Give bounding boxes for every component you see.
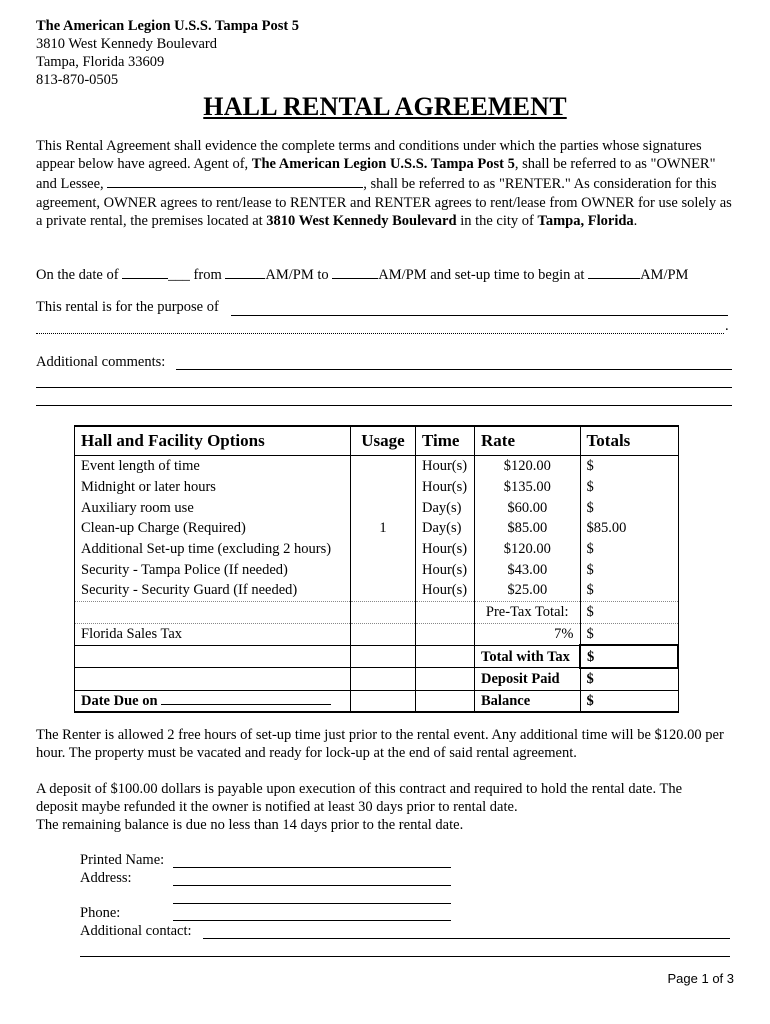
option-name: Midnight or later hours xyxy=(75,477,351,498)
header-time: Time xyxy=(416,426,475,456)
option-name: Auxiliary room use xyxy=(75,497,351,518)
empty-cell xyxy=(75,601,351,623)
header-totals: Totals xyxy=(580,426,678,456)
empty-cell xyxy=(75,645,351,668)
table-header-row xyxy=(75,426,679,456)
time-unit: Day(s) xyxy=(416,497,475,518)
rate-cell: $43.00 xyxy=(475,559,581,580)
ampm-to-label: AM/PM to xyxy=(265,267,329,283)
intro-text-1: This Rental Agreement shall evidence the complete terms and conditions under which the parties whose signatures appear below have agreed. Agent of, xyxy=(36,138,702,173)
lessee-name-field[interactable] xyxy=(107,173,363,188)
balance-value[interactable]: $ xyxy=(580,690,678,712)
rate-cell: $135.00 xyxy=(475,477,581,498)
deposit-value[interactable]: $ xyxy=(580,668,678,690)
rate-cell: $120.00 xyxy=(475,456,581,477)
balance-label: Balance xyxy=(475,690,581,712)
option-name: Security - Security Guard (If needed) xyxy=(75,580,351,601)
purpose-period: . xyxy=(725,318,729,334)
total-with-tax-value[interactable]: $ xyxy=(580,645,678,668)
empty-cell xyxy=(416,623,475,645)
deposit-label: Deposit Paid xyxy=(475,668,581,690)
total-cell[interactable]: $85.00 xyxy=(580,518,678,539)
rate-cell: $85.00 xyxy=(475,518,581,539)
table-row xyxy=(75,559,679,580)
printed-name-field[interactable] xyxy=(173,867,451,868)
total-with-tax-label: Total with Tax xyxy=(475,645,581,668)
page-number: Page 1 of 3 xyxy=(667,971,734,986)
empty-cell xyxy=(351,690,416,712)
date-from-label: ___ from xyxy=(168,267,222,283)
time-unit: Hour(s) xyxy=(416,477,475,498)
tax-rate: 7% xyxy=(475,623,581,645)
usage-cell[interactable]: 1 xyxy=(351,518,416,539)
option-name: Clean-up Charge (Required) xyxy=(75,518,351,539)
page-title: HALL RENTAL AGREEMENT xyxy=(203,92,567,121)
intro-owner-name: The American Legion U.S.S. Tampa Post 5 xyxy=(251,156,515,173)
org-phone: 813-870-0505 xyxy=(36,72,119,88)
address-label: Address: xyxy=(80,870,132,886)
time-unit: Hour(s) xyxy=(416,559,475,580)
header-usage: Usage xyxy=(351,426,416,456)
phone-label: Phone: xyxy=(80,905,121,921)
deposit-terms: A deposit of $100.00 dollars is payable upon execution of this contract and required to hold the rental date. The deposit maybe refunded it the owner is notified at least 30 days prior to rental date. xyxy=(36,781,683,816)
pretax-total[interactable]: $ xyxy=(580,601,678,623)
rate-cell: $25.00 xyxy=(475,580,581,601)
date-field[interactable] xyxy=(122,264,168,279)
table-row xyxy=(75,539,679,560)
date-line xyxy=(36,264,688,284)
pretax-row xyxy=(75,601,679,623)
tax-row xyxy=(75,623,679,645)
letterhead xyxy=(36,17,299,89)
balance-terms: The remaining balance is due no less than 14 days prior to the rental date. xyxy=(36,817,464,833)
total-cell[interactable]: $ xyxy=(580,559,678,580)
intro-city: Tampa, Florida xyxy=(537,212,634,229)
usage-cell[interactable] xyxy=(351,580,416,601)
date-label: On the date of xyxy=(36,267,119,283)
table-row xyxy=(75,497,679,518)
comments-field-line-3[interactable] xyxy=(36,405,732,406)
purpose-field-line-2[interactable] xyxy=(36,333,724,334)
tax-label: Florida Sales Tax xyxy=(75,623,351,645)
rate-cell: $120.00 xyxy=(475,539,581,560)
total-with-tax-row xyxy=(75,645,679,668)
time-unit: Day(s) xyxy=(416,518,475,539)
rate-cell: $60.00 xyxy=(475,497,581,518)
start-time-field[interactable] xyxy=(225,264,265,279)
usage-cell[interactable] xyxy=(351,477,416,498)
empty-cell xyxy=(351,668,416,690)
table-row xyxy=(75,518,679,539)
due-date-cell xyxy=(75,690,351,712)
intro-address: 3810 West Kennedy Boulevard xyxy=(266,212,457,229)
total-cell[interactable]: $ xyxy=(580,497,678,518)
table-row xyxy=(75,477,679,498)
due-date-label: Date Due on xyxy=(81,692,158,709)
due-date-field[interactable] xyxy=(161,692,331,705)
empty-cell xyxy=(351,645,416,668)
intro-text-3: , shall be referred to as "RENTER." As consideration for this agreement, OWNER agrees to rent/lease to RENTER and RENTER agrees to rent/lease from OWNER for use solely as a private rental, the premises located at xyxy=(36,176,732,229)
empty-cell xyxy=(416,690,475,712)
empty-cell xyxy=(416,668,475,690)
total-cell[interactable]: $ xyxy=(580,477,678,498)
usage-cell[interactable] xyxy=(351,456,416,477)
end-time-field[interactable] xyxy=(332,264,378,279)
deposit-row xyxy=(75,668,679,690)
header-options: Hall and Facility Options xyxy=(75,426,351,456)
total-cell[interactable]: $ xyxy=(580,539,678,560)
usage-cell[interactable] xyxy=(351,559,416,580)
additional-contact-field[interactable] xyxy=(203,938,730,939)
setup-time-field[interactable] xyxy=(588,264,640,279)
address-field[interactable] xyxy=(173,885,451,886)
tax-total[interactable]: $ xyxy=(580,623,678,645)
time-unit: Hour(s) xyxy=(416,456,475,477)
empty-cell xyxy=(416,645,475,668)
empty-cell xyxy=(351,601,416,623)
usage-cell[interactable] xyxy=(351,497,416,518)
org-name: The American Legion U.S.S. Tampa Post 5 xyxy=(36,18,300,34)
option-name: Additional Set-up time (excluding 2 hours) xyxy=(75,539,351,560)
address-field-line-2[interactable] xyxy=(173,903,451,904)
phone-field[interactable] xyxy=(173,920,451,921)
table-row xyxy=(75,580,679,601)
setup-terms: The Renter is allowed 2 free hours of set-up time just prior to the rental event. Any additional time will be $120.00 per hour. The property must be vacated and ready for lock-up at the end of said rental agreement. xyxy=(36,727,724,762)
comments-field-line-2[interactable] xyxy=(36,387,732,388)
purpose-field[interactable] xyxy=(231,315,728,316)
additional-contact-field-line-2[interactable] xyxy=(80,956,730,957)
option-name: Event length of time xyxy=(75,456,351,477)
time-unit: Hour(s) xyxy=(416,539,475,560)
comments-field[interactable] xyxy=(176,369,732,370)
option-name: Security - Tampa Police (If needed) xyxy=(75,559,351,580)
intro-paragraph xyxy=(36,137,736,230)
pretax-label: Pre-Tax Total: xyxy=(475,601,581,623)
table-row xyxy=(75,456,679,477)
total-cell[interactable]: $ xyxy=(580,580,678,601)
comments-label: Additional comments: xyxy=(36,354,166,370)
empty-cell xyxy=(351,623,416,645)
intro-text-5: . xyxy=(633,212,638,229)
purpose-label: This rental is for the purpose of xyxy=(36,299,219,315)
total-cell[interactable]: $ xyxy=(580,456,678,477)
additional-contact-label: Additional contact: xyxy=(80,923,192,939)
time-unit: Hour(s) xyxy=(416,580,475,601)
header-rate: Rate xyxy=(475,426,581,456)
setup-label: AM/PM and set-up time to begin at xyxy=(378,267,585,283)
org-city: Tampa, Florida 33609 xyxy=(36,54,165,70)
usage-cell[interactable] xyxy=(351,539,416,560)
empty-cell xyxy=(416,601,475,623)
printed-name-label: Printed Name: xyxy=(80,852,165,868)
intro-text-2: , shall be referred to as "OWNER" and Lessee, xyxy=(36,156,716,193)
empty-cell xyxy=(75,668,351,690)
balance-row xyxy=(75,690,679,712)
ampm-end-label: AM/PM xyxy=(640,267,689,283)
intro-text-4: in the city of xyxy=(460,212,534,229)
facility-options-table xyxy=(74,425,679,713)
org-street: 3810 West Kennedy Boulevard xyxy=(36,36,217,52)
